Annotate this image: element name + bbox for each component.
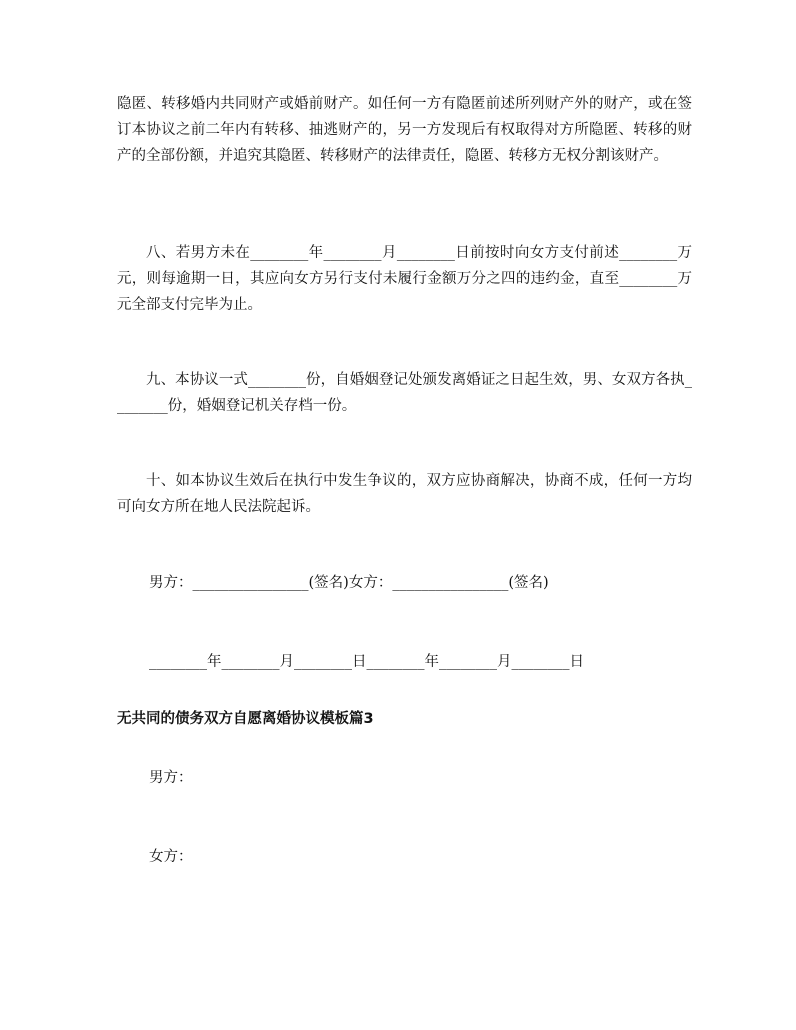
paragraph-clause-9: 九、本协议一式________份，自婚姻登记处颁发离婚证之日起生效，男、女双方各执________份，婚姻登记机关存档一份。 [117, 372, 692, 414]
paragraph-clause-10: 十、如本协议生效后在执行中发生争议的，双方应协商解决，协商不成，任何一方均可向女方所在地人民法院起诉。 [117, 473, 692, 515]
date-line: ________年________月________日________年________月________日 [149, 654, 584, 670]
section-heading: 无共同的债务双方自愿离婚协议模板篇3 [117, 711, 374, 727]
signature-line: 男方：________________(签名)女方：________________(签名) [149, 575, 549, 591]
male-party-label: 男方： [149, 770, 193, 786]
paragraph-asset-concealment: 隐匿、转移婚内共同财产或婚前财产。如任何一方有隐匿前述所列财产外的财产，或在签订本协议之前二年内有转移、抽逃财产的，另一方发现后有权取得对方所隐匿、转移的财产的全部份额，并追究其隐匿、转移财产的法律责任，隐匿、转移方无权分割该财产。 [117, 96, 692, 164]
paragraph-clause-8: 八、若男方未在________年________月________日前按时向女方支付前述________万元，则每逾期一日，其应向女方另行支付未履行金额万分之四的违约金，直至________万元全部支付完毕为止。 [117, 245, 692, 313]
female-party-label: 女方： [149, 849, 193, 865]
